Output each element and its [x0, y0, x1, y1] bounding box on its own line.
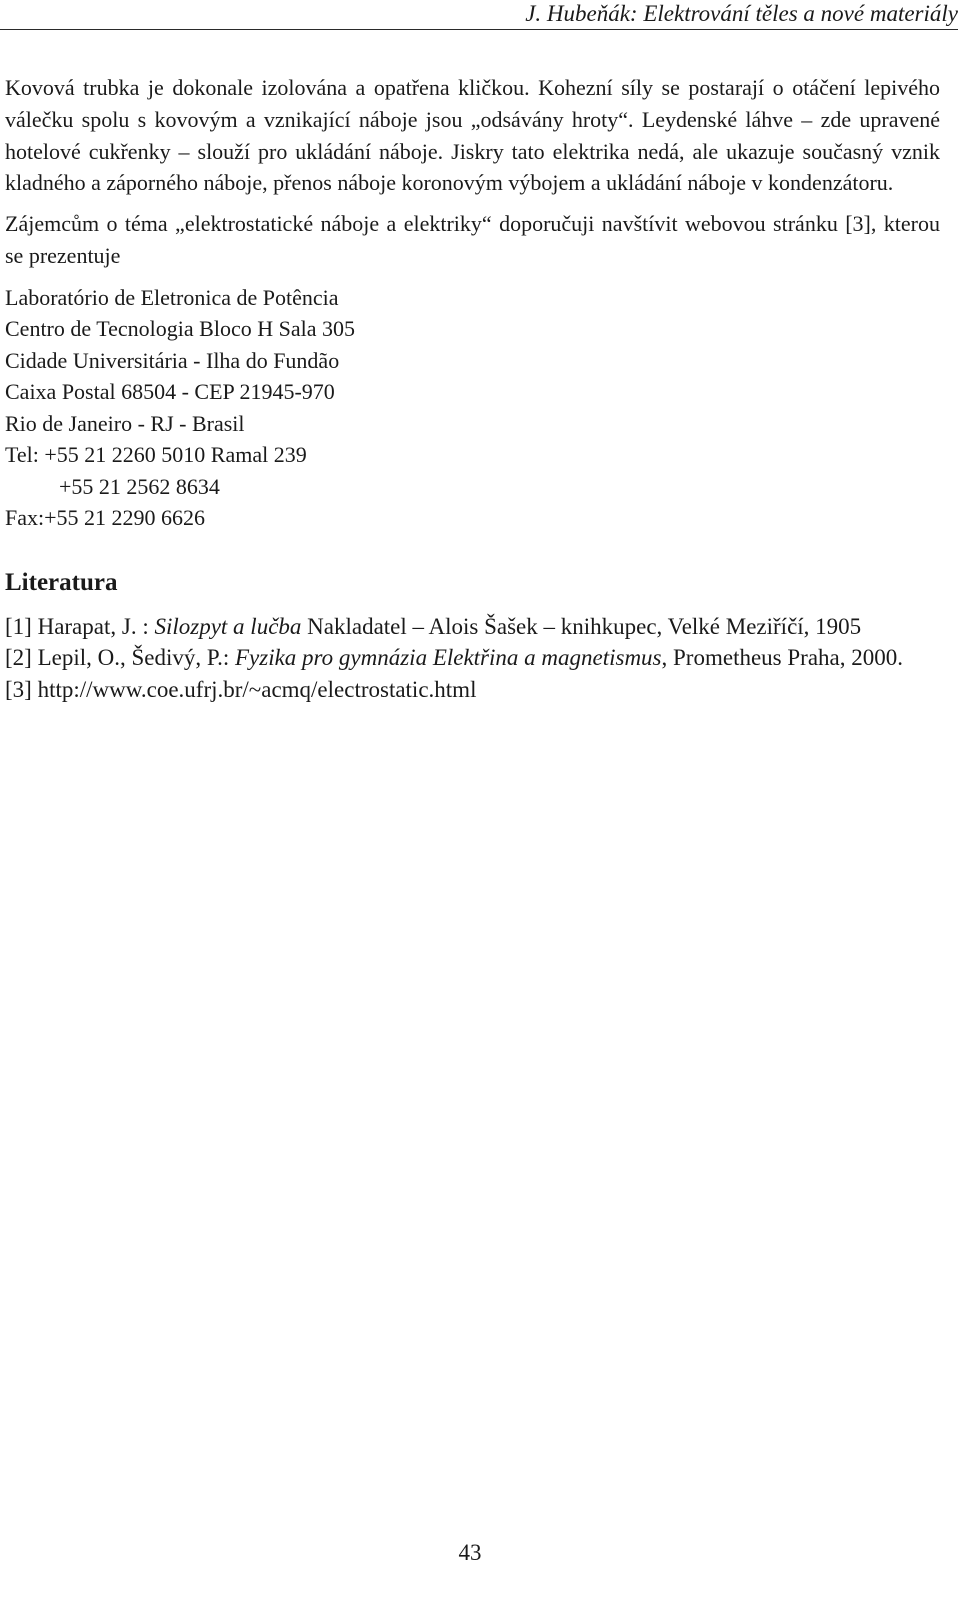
address-phone-line-2: +55 21 2562 8634: [59, 473, 220, 499]
reference-title: Silozpyt a lučba: [154, 613, 302, 639]
body-paragraph-1: Kovová trubka je dokonale izolována a opatřena kličkou. Kohezní síly se postarají o otáčení lepivého válečku spolu s kovovým a vznikající náboje jsou „odsávány hroty“. Leydenské láhve – zde upravené hotelové cukřenky – slouží pro ukládání náboje. Jiskry tato elektrika nedá, ale ukazuje současný vznik kladného a záporného náboje, přenos náboje koronovým výbojem a ukládání náboje v kondenzátoru.: [5, 75, 940, 196]
running-header: [0, 0, 958, 30]
reference-list: [5, 611, 940, 706]
reference-item: [5, 611, 940, 643]
reference-number: [1]: [5, 613, 32, 639]
reference-title: Fyzika pro gymnázia Elektřina a magnetismus: [235, 645, 662, 671]
reference-publisher: Nakladatel – Alois Šašek – knihkupec, Velké Meziříčí, 1905: [301, 613, 862, 639]
reference-item: [5, 642, 940, 674]
reference-url: http://www.coe.ufrj.br/~acmq/electrostatic.html: [31, 676, 477, 702]
reference-publisher: , Prometheus Praha, 2000.: [661, 645, 903, 671]
address-phone-line: Tel: +55 21 2260 5010 Ramal 239: [5, 442, 307, 468]
address-line: Centro de Tecnologia Bloco H Sala 305: [5, 316, 355, 342]
reference-authors: Lepil, O., Šedivý, P.:: [31, 645, 235, 671]
page-number: 43: [458, 1540, 482, 1565]
address-line: Cidade Universitária - Ilha do Fundão: [5, 347, 340, 373]
address-block: [5, 282, 940, 534]
body-paragraph-2: Zájemcům o téma „elektrostatické náboje a elektriky“ doporučuji navštívit webovou stránku [3], kterou se prezentuje: [5, 211, 940, 268]
address-line: Caixa Postal 68504 - CEP 21945-970: [5, 379, 335, 405]
literature-heading: Literatura: [5, 568, 118, 596]
reference-authors: Harapat, J. :: [31, 613, 155, 639]
reference-item: [5, 674, 940, 706]
reference-number: [3]: [5, 676, 32, 702]
page-content: [5, 72, 940, 705]
address-line: Laboratório de Eletronica de Potência: [5, 284, 339, 310]
running-header-title: J. Hubeňák: Elektrování těles a nové materiály: [525, 1, 958, 26]
address-fax-line: Fax:+55 21 2290 6626: [5, 505, 206, 531]
reference-number: [2]: [5, 645, 32, 671]
address-line: Rio de Janeiro - RJ - Brasil: [5, 410, 245, 436]
